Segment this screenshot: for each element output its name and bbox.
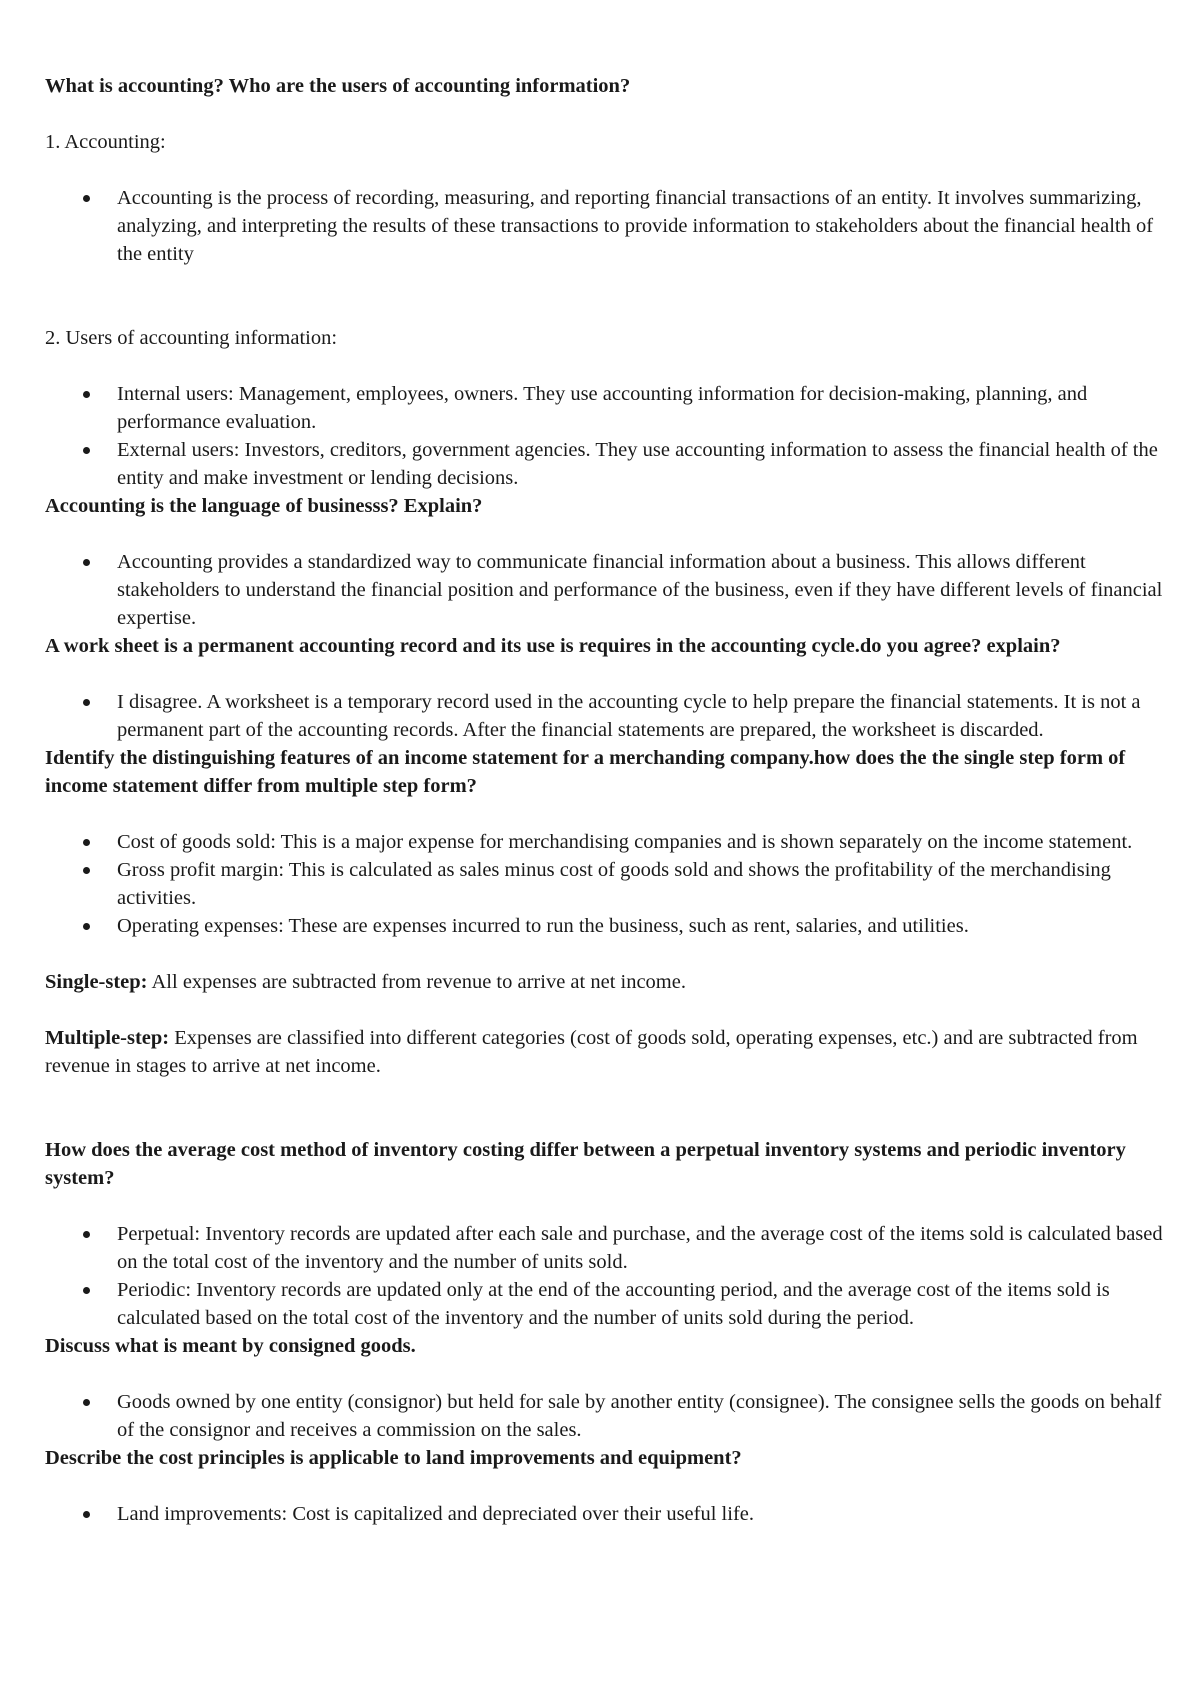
question-heading: How does the average cost method of inventory costing differ between a perpetual inventory systems and periodic inventory system? [45,1139,1126,1189]
single-step-label: Single-step: [45,971,148,993]
bullet-list [45,828,1175,940]
list-item: Perpetual: Inventory records are updated after each sale and purchase, and the average cost of the items sold is calculated based on the total cost of the inventory and the number of units sold. [117,1220,1175,1276]
list-item: Periodic: Inventory records are updated only at the end of the accounting period, and the average cost of the items sold is calculated based on the total cost of the inventory and the number of units sold during the period. [117,1276,1175,1332]
question-heading: Identify the distinguishing features of an income statement for a merchanding company.how does the the single step form of income statement differ from multiple step form? [45,747,1126,797]
question-heading: Describe the cost principles is applicable to land improvements and equipment? [45,1447,742,1469]
list-item: Goods owned by one entity (consignor) but held for sale by another entity (consignee). The consignee sells the goods on behalf of the consignor and receives a commission on the sales. [117,1388,1175,1444]
bullet-list [45,688,1175,744]
multiple-step-text: Expenses are classified into different categories (cost of goods sold, operating expenses, etc.) and are subtracted from revenue in stages to arrive at net income. [45,1027,1138,1077]
bullet-list [45,380,1175,492]
question-heading: Discuss what is meant by consigned goods. [45,1335,416,1357]
list-item: Accounting provides a standardized way to communicate financial information about a business. This allows different stakeholders to understand the financial position and performance of the business, even if they have different levels of financial expertise. [117,548,1175,632]
bullet-list [45,1388,1175,1444]
list-item: Operating expenses: These are expenses incurred to run the business, such as rent, salaries, and utilities. [117,912,1175,940]
list-item: External users: Investors, creditors, government agencies. They use accounting information to assess the financial health of the entity and make investment or lending decisions. [117,436,1175,492]
bullet-list [45,184,1175,268]
question-heading: What is accounting? Who are the users of accounting information? [45,75,631,97]
subsection-heading: 2. Users of accounting information: [45,327,338,349]
list-item: Accounting is the process of recording, measuring, and reporting financial transactions of an entity. It involves summarizing, analyzing, and interpreting the results of these transactions to provide information to stakeholders about the financial health of the entity [117,184,1175,268]
subsection-heading: 1. Accounting: [45,131,166,153]
bullet-list [45,1220,1175,1332]
bullet-list [45,548,1175,632]
multiple-step-label: Multiple-step: [45,1027,170,1049]
list-item: Gross profit margin: This is calculated as sales minus cost of goods sold and shows the profitability of the merchandising activities. [117,856,1175,912]
list-item: Land improvements: Cost is capitalized and depreciated over their useful life. [117,1500,1175,1528]
bullet-list [45,1500,1175,1528]
question-heading: Accounting is the language of businesss? Explain? [45,495,483,517]
question-heading: A work sheet is a permanent accounting record and its use is requires in the accounting cycle.do you agree? explain? [45,635,1061,657]
document-page [45,72,1175,1528]
list-item: Internal users: Management, employees, owners. They use accounting information for decision-making, planning, and performance evaluation. [117,380,1175,436]
single-step-paragraph [45,968,1175,996]
list-item: Cost of goods sold: This is a major expense for merchandising companies and is shown separately on the income statement. [117,828,1175,856]
single-step-text: All expenses are subtracted from revenue to arrive at net income. [147,971,686,993]
multiple-step-paragraph [45,1024,1175,1080]
list-item: I disagree. A worksheet is a temporary record used in the accounting cycle to help prepare the financial statements. It is not a permanent part of the accounting records. After the financial statements are prepared, the worksheet is discarded. [117,688,1175,744]
